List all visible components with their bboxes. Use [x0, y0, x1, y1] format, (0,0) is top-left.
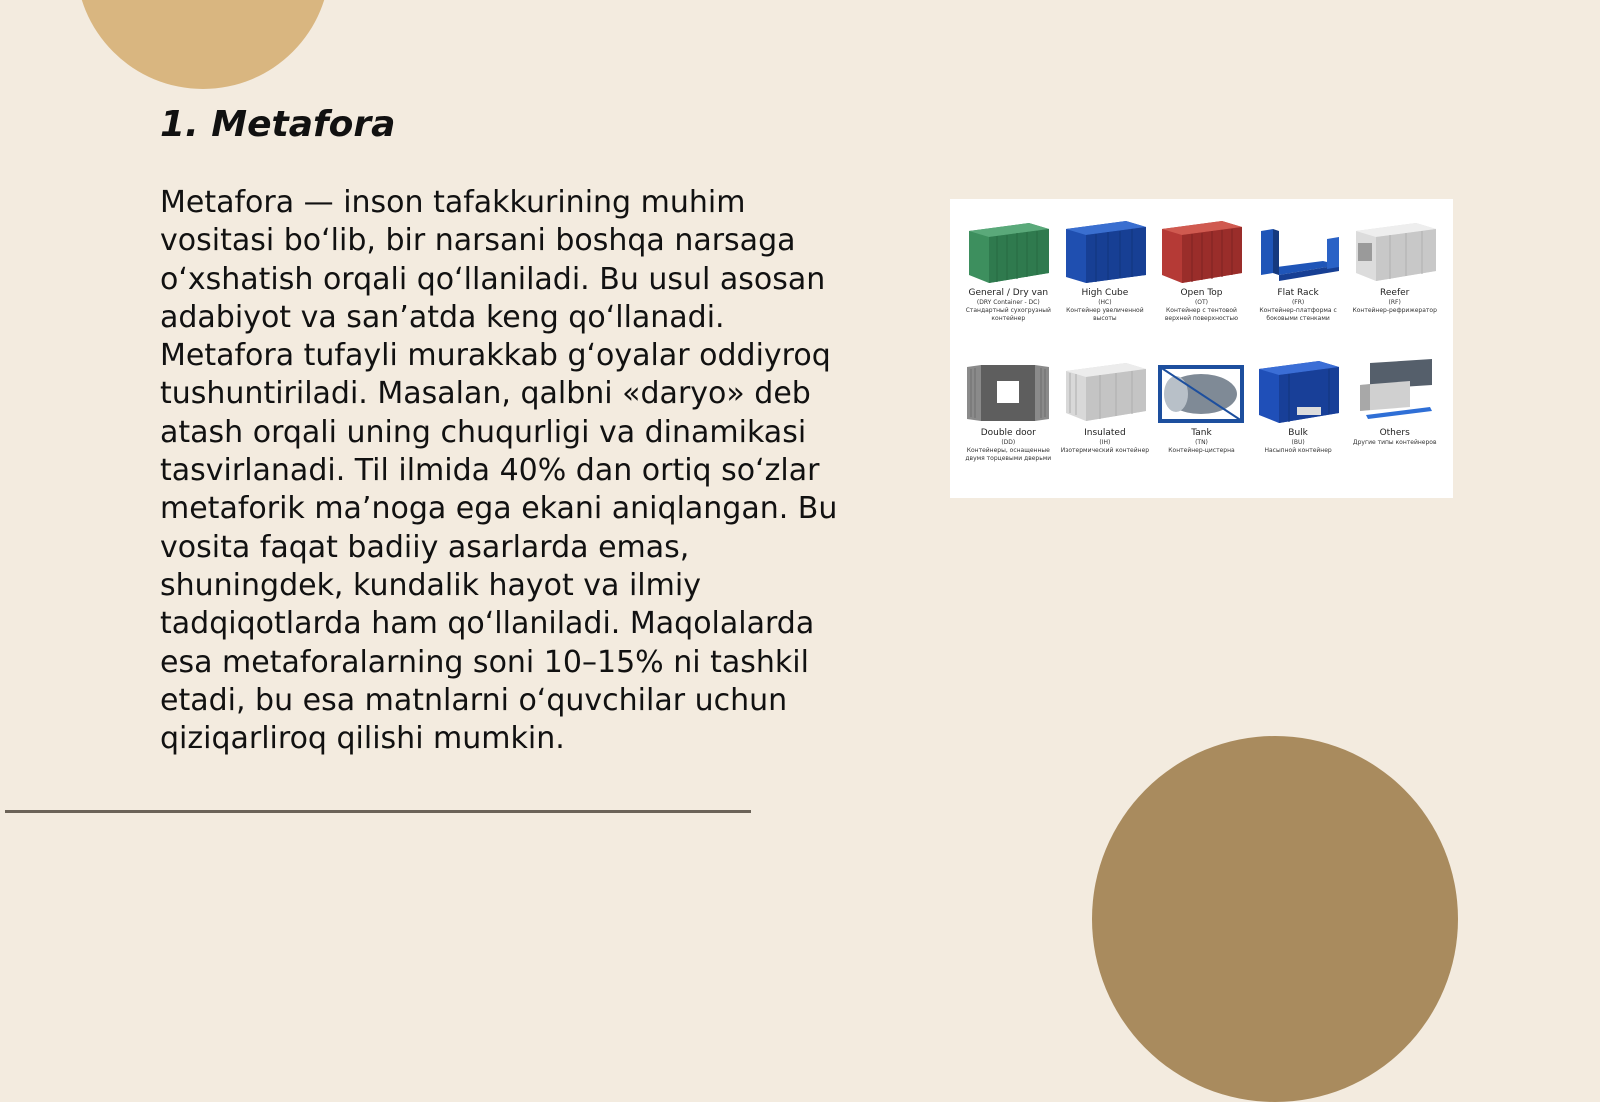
- dry-van-container-icon: [963, 217, 1053, 287]
- container-code: (RF): [1388, 299, 1401, 306]
- container-desc: Контейнер увеличенной высоты: [1066, 307, 1144, 322]
- bulk-container-icon: [1253, 357, 1343, 427]
- container-desc: Контейнер с тентовой верхней поверхностью: [1164, 307, 1239, 322]
- high-cube-container-icon: [1060, 217, 1150, 287]
- container-desc: Контейнер-рефрижератор: [1352, 307, 1437, 314]
- divider-line: [5, 810, 751, 813]
- double-door-container-icon: [963, 357, 1053, 427]
- container-name: Tank: [1191, 428, 1212, 438]
- container-desc: Изотермический контейнер: [1060, 447, 1150, 454]
- container-cell: [960, 217, 1057, 347]
- slide-paragraph: Metafora — inson tafakkurining muhim vositasi bo‘lib, bir narsani boshqa narsaga o‘xshatish orqali qo‘llaniladi. Bu usul asosan adabiyot va san’atda keng qo‘llanadi. Metafora tufayli murakkab g‘oyalar oddiyroq tushuntiriladi. Masalan, qalbni «daryo» deb atash orqali uning chuqurligi va dinamikasi tasvirlanadi. Til ilmida 40% dan ortiq so‘zlar metaforik ma’noga ega ekani aniqlangan. Bu vosita faqat badiiy asarlarda emas, shuningdek, kundalik hayot va ilmiy tadqiqotlarda ham qo‘llaniladi. Maqolalarda esa metaforalarning soni 10–15% ni tashkil etadi, bu esa matnlarni o‘quvchilar uchun qiziqarliroq qilishi mumkin.: [160, 185, 838, 757]
- container-name: Open Top: [1180, 288, 1223, 298]
- other-containers-icon: [1350, 357, 1440, 427]
- container-code: (HC): [1098, 299, 1112, 306]
- container-code: (DD): [1001, 439, 1016, 446]
- container-cell: [1057, 357, 1154, 487]
- container-desc: Контейнеры, оснащенные двумя торцевыми дверьми: [965, 447, 1052, 462]
- container-name: Reefer: [1380, 288, 1410, 298]
- container-desc: Контейнер-платформа с боковыми стенками: [1259, 307, 1337, 322]
- container-types-image: [950, 199, 1453, 498]
- tank-container-icon: [1156, 357, 1246, 427]
- reefer-container-icon: [1350, 217, 1440, 287]
- container-code: (DRY Container - DC): [976, 299, 1040, 306]
- container-code: (OT): [1194, 299, 1209, 306]
- container-cell: [1346, 357, 1443, 487]
- container-name: Bulk: [1288, 428, 1308, 438]
- container-code: (BU): [1291, 439, 1305, 446]
- container-name: Insulated: [1084, 428, 1126, 438]
- container-name: Double door: [980, 428, 1036, 438]
- container-desc: Контейнер-цистерна: [1168, 447, 1235, 454]
- container-grid: [960, 217, 1443, 487]
- container-cell: [1153, 357, 1250, 487]
- container-desc: Стандартный сухогрузный контейнер: [965, 307, 1051, 322]
- container-cell: [1057, 217, 1154, 347]
- decorative-circle-bottom: [1092, 736, 1458, 1102]
- container-cell: [1250, 357, 1347, 487]
- container-code: (FR): [1291, 299, 1305, 306]
- container-code: (IH): [1099, 439, 1111, 446]
- container-code: (TN): [1195, 439, 1208, 446]
- container-cell: [1250, 217, 1347, 347]
- container-cell: [1153, 217, 1250, 347]
- slide-title: 1. Metafora: [160, 104, 396, 145]
- insulated-container-icon: [1060, 357, 1150, 427]
- container-name: Flat Rack: [1277, 288, 1319, 298]
- container-desc: Насыпной контейнер: [1264, 447, 1332, 454]
- container-name: High Cube: [1081, 288, 1129, 298]
- container-name: Others: [1379, 428, 1410, 438]
- container-cell: [960, 357, 1057, 487]
- container-cell: [1346, 217, 1443, 347]
- container-name: General / Dry van: [968, 288, 1049, 298]
- flat-rack-container-icon: [1253, 217, 1343, 287]
- container-desc: Другие типы контейнеров: [1352, 439, 1437, 446]
- decorative-circle-top: [76, 0, 330, 89]
- open-top-container-icon: [1156, 217, 1246, 287]
